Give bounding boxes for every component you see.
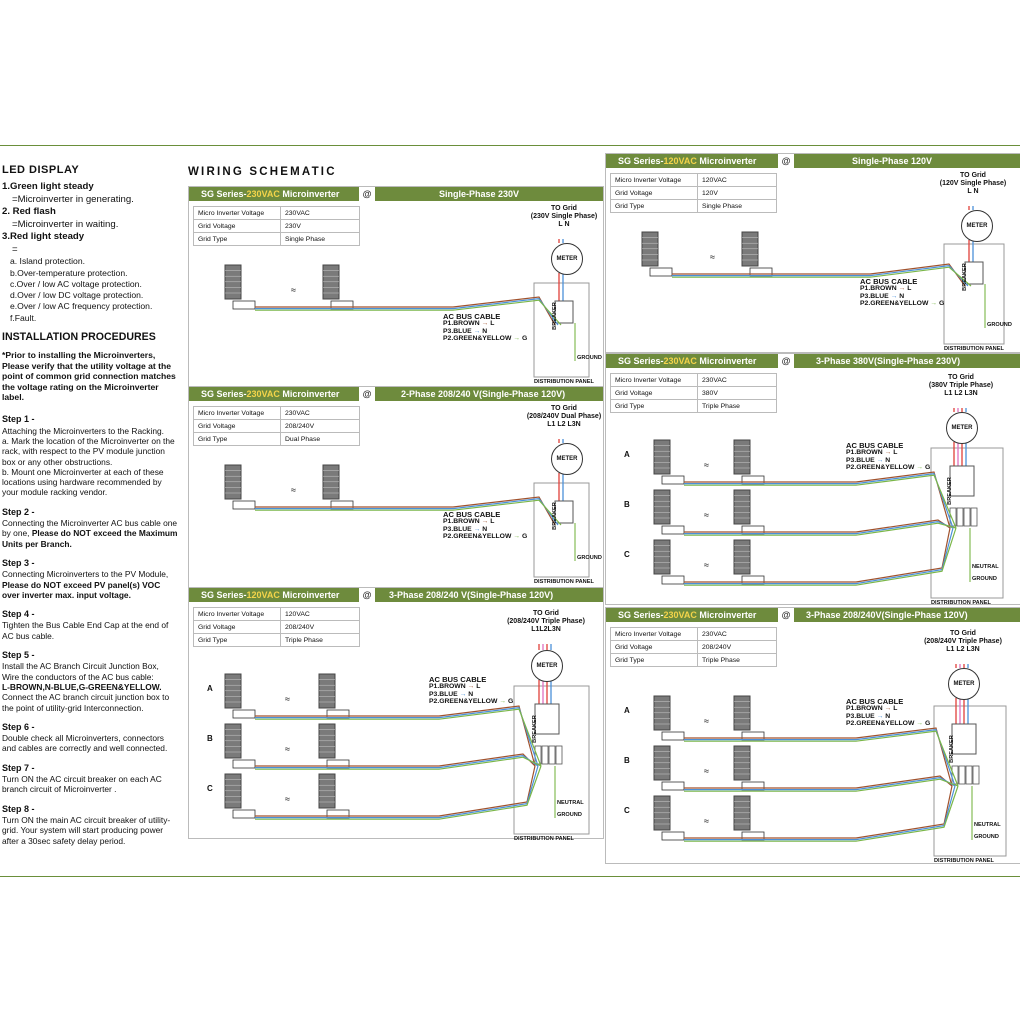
ac-bus-legend [443, 511, 527, 541]
phase-label: 3-Phase 208/240V(Single-Phase 120V) [806, 610, 968, 620]
wiring-diagram [189, 187, 603, 387]
spec-key: Grid Voltage [194, 420, 281, 433]
arrow-icon: → [479, 320, 491, 328]
bus-terminal: L [893, 449, 898, 457]
spec-value: 120VAC [698, 174, 777, 187]
branch-breaker [542, 746, 548, 764]
microinverter [742, 476, 764, 484]
panel-gap-dots: ≈ [704, 716, 709, 726]
step-2: Step 2 - Connecting the Microinverter AC bus cable one by one, Please do NOT exceed the Maximum Units per Branch. [2, 506, 178, 549]
schematic-panel [605, 607, 1020, 864]
microinverter [742, 782, 764, 790]
ac-bus-wire [255, 766, 541, 819]
arrow-icon: → [928, 300, 939, 308]
bus-row [443, 335, 527, 342]
bus-terminal: G [507, 698, 514, 706]
breaker-label: BREAKER [946, 477, 953, 505]
ground-label: GROUND [972, 576, 997, 582]
meter: METER [948, 668, 980, 700]
microinverter [650, 268, 672, 276]
microinverter [662, 526, 684, 534]
series-suffix: Microinverter [696, 156, 757, 166]
bus-title: AC BUS CABLE [860, 277, 918, 286]
bus-conductor: P3.BLUE [443, 525, 472, 533]
bus-title: AC BUS CABLE [429, 675, 487, 684]
line-labels: L1 L2 L3N [547, 421, 581, 428]
ac-bus-legend [860, 278, 944, 308]
schematic-panel [188, 386, 604, 588]
bus-conductor: P1.BROWN [846, 705, 883, 713]
bus-row [860, 285, 944, 292]
arrow-icon: → [465, 683, 477, 691]
spec-key: Micro Inverter Voltage [611, 374, 698, 387]
series-prefix: SG Series- [201, 189, 247, 199]
phase-label: 2-Phase 208/240 V(Single-Phase 120V) [401, 389, 566, 399]
bus-row [443, 518, 527, 525]
ac-bus-wire [684, 786, 958, 841]
microinverter [742, 526, 764, 534]
bus-title: AC BUS CABLE [846, 441, 904, 450]
series-prefix: SG Series- [618, 356, 664, 366]
spec-key: Grid Voltage [611, 187, 698, 200]
neutral-label: NEUTRAL [974, 822, 1001, 828]
fault-item: f.Fault. [10, 312, 37, 323]
microinverter [233, 710, 255, 718]
distribution-panel-label: DISTRIBUTION PANEL [931, 600, 991, 606]
to-grid-title: TO Grid [533, 610, 559, 617]
spec-key: Micro Inverter Voltage [611, 174, 698, 187]
series-voltage: 230VAC [663, 610, 697, 620]
breaker-label: BREAKER [551, 502, 558, 530]
at-symbol: @ [776, 354, 796, 368]
fault-item: e.Over / low AC frequency protection. [10, 301, 153, 312]
spec-value: Single Phase [698, 200, 777, 213]
spec-key: Grid Type [611, 400, 698, 413]
panel-gap-dots: ≈ [704, 816, 709, 826]
branch-breaker [966, 766, 972, 784]
branch-label: B [624, 756, 630, 765]
microinverter [742, 576, 764, 584]
spec-value: 208/240V [281, 420, 360, 433]
bus-terminal: L [490, 320, 495, 328]
series-prefix: SG Series- [618, 156, 664, 166]
wiring-schematic-title: WIRING SCHEMATIC [188, 166, 337, 178]
bus-terminal: L [490, 518, 495, 526]
arrow-icon: → [457, 690, 469, 698]
spec-key: Grid Voltage [194, 621, 281, 634]
bus-terminal: N [468, 690, 474, 698]
microinverter [327, 760, 349, 768]
ground-label: GROUND [557, 812, 582, 818]
grid-description: (230V Single Phase) [530, 213, 598, 220]
bus-row [429, 683, 513, 690]
branch-label: C [624, 550, 630, 559]
arrow-icon: → [888, 292, 900, 300]
grid-description: (380V Triple Phase) [928, 382, 994, 389]
microinverter [662, 476, 684, 484]
series-suffix: Microinverter [696, 356, 757, 366]
step-8: Step 8 - Turn ON the main AC circuit breaker of utility-grid. Your system will start producing power after a 30sec safety delay period. [2, 803, 171, 846]
bus-terminal: L [476, 683, 481, 691]
bus-terminal: N [885, 712, 891, 720]
series-voltage: 120VAC [663, 156, 697, 166]
breaker-box [952, 724, 976, 754]
spec-key: Grid Voltage [194, 220, 281, 233]
ac-bus-wire [684, 528, 953, 584]
bus-row [429, 691, 513, 698]
microinverter [662, 732, 684, 740]
panel-gap-dots: ≈ [704, 560, 709, 570]
bus-conductor: P2.GREEN&YELLOW [860, 300, 929, 308]
bus-row [846, 457, 930, 464]
panel-gap-dots: ≈ [291, 285, 296, 295]
bus-row [443, 533, 527, 540]
bus-row [429, 698, 513, 705]
branch-label: B [624, 500, 630, 509]
arrow-icon: → [479, 518, 491, 526]
schematic-panel [605, 153, 1020, 353]
ac-bus-legend [846, 698, 930, 728]
ac-bus-legend [429, 676, 513, 706]
led-display-heading: LED DISPLAY [2, 164, 80, 176]
line-labels: L1 L2 L3N [946, 646, 980, 653]
installation-warning: *Prior to installing the Microinverters, Please verify that the utility voltage at the point of common grid connection matches the voltage rating on the Microinverter label. [2, 350, 176, 402]
distribution-panel-box [534, 483, 589, 577]
bus-row [846, 464, 930, 471]
ground-label: GROUND [577, 355, 602, 361]
spec-value: 230V [281, 220, 360, 233]
bus-terminal: N [482, 525, 488, 533]
spec-value: Triple Phase [698, 654, 777, 667]
arrow-icon: → [511, 335, 522, 343]
branch-breaker [556, 746, 562, 764]
spec-value: Triple Phase [281, 634, 360, 647]
wiring-diagram [606, 608, 1020, 863]
grid-description: (120V Single Phase) [939, 180, 1007, 187]
series-suffix: Microinverter [279, 189, 340, 199]
branch-label: A [624, 706, 630, 715]
fault-item: b.Over-temperature protection. [10, 267, 128, 278]
bus-row [443, 526, 527, 533]
series-prefix: SG Series- [201, 590, 247, 600]
to-grid-title: TO Grid [948, 374, 974, 381]
ac-bus-wire [684, 528, 956, 585]
line-labels: L N [558, 221, 570, 228]
bus-conductor: P1.BROWN [860, 285, 897, 293]
spec-value: 230VAC [698, 374, 777, 387]
distribution-panel-label: DISTRIBUTION PANEL [534, 379, 594, 385]
to-grid-title: TO Grid [551, 405, 577, 412]
bus-terminal: G [924, 464, 931, 472]
ground-label: GROUND [974, 834, 999, 840]
branch-breaker [964, 508, 970, 526]
phase-label: 3-Phase 380V(Single-Phase 230V) [816, 356, 961, 366]
instructions-column [2, 165, 178, 855]
series-prefix: SG Series- [618, 610, 664, 620]
bus-title: AC BUS CABLE [846, 697, 904, 706]
meter: METER [551, 243, 583, 275]
distribution-panel-label: DISTRIBUTION PANEL [934, 858, 994, 864]
branch-breaker [957, 508, 963, 526]
branch-label: B [207, 734, 213, 743]
to-grid-title: TO Grid [960, 172, 986, 179]
branch-label: A [624, 450, 630, 459]
microinverter [327, 810, 349, 818]
panel-gap-dots: ≈ [285, 744, 290, 754]
to-grid-title: TO Grid [950, 630, 976, 637]
line-labels: L N [967, 188, 979, 195]
series-voltage: 230VAC [246, 389, 280, 399]
bus-terminal: N [899, 292, 905, 300]
microinverter [327, 710, 349, 718]
fault-item: d.Over / low DC voltage protection. [10, 290, 144, 301]
spec-value: 230VAC [281, 207, 360, 220]
bus-conductor: P2.GREEN&YELLOW [429, 698, 498, 706]
led-item: 1.Green light steady =Microinverter in generating. [2, 181, 134, 206]
step-7: Step 7 - Turn ON the AC circuit breaker on each AC branch circuit of Microinverter . [2, 762, 162, 795]
panel-gap-dots: ≈ [285, 794, 290, 804]
step-5: Step 5 - Install the AC Branch Circuit Junction Box, Wire the conductors of the AC bus cable: L-BROWN,N-BLUE,G-GREEN&YELLOW. Connect the AC branch circuit junction box to the point of utility-grid Interconnection. [2, 650, 170, 713]
branch-breaker [973, 766, 979, 784]
arrow-icon: → [882, 705, 894, 713]
bus-terminal: L [893, 705, 898, 713]
spec-value: 230VAC [281, 407, 360, 420]
panel-gap-dots: ≈ [710, 252, 715, 262]
distribution-panel-box [944, 244, 1004, 344]
ground-label: GROUND [987, 322, 1012, 328]
spec-value: 120V [698, 187, 777, 200]
meter: METER [551, 443, 583, 475]
phase-label: 3-Phase 208/240 V(Single-Phase 120V) [389, 590, 554, 600]
led-item: 3.Red light steady = [2, 231, 85, 256]
spec-value: 380V [698, 387, 777, 400]
spec-key: Grid Type [194, 433, 281, 446]
arrow-icon: → [874, 456, 886, 464]
panel-gap-dots: ≈ [285, 694, 290, 704]
breaker-box [535, 704, 559, 734]
series-prefix: SG Series- [201, 389, 247, 399]
arrow-icon: → [896, 285, 908, 293]
series-voltage: 120VAC [246, 590, 280, 600]
series-voltage: 230VAC [246, 189, 280, 199]
step-1: Step 1 - Attaching the Microinverters to the Racking. a. Mark the location of the Microinverter on the rack, with respect to the PV module junction box or any other obstructions. b. Mount one Microinverter at each of these locations using hardware recommended by your module racking vendor. [2, 414, 175, 498]
panel-gap-dots: ≈ [704, 510, 709, 520]
microinverter [233, 760, 255, 768]
step-4: Step 4 - Tighten the Bus Cable End Cap at the end of AC bus cable. [2, 609, 169, 641]
distribution-panel-label: DISTRIBUTION PANEL [944, 346, 1004, 352]
meter: METER [961, 210, 993, 242]
bus-terminal: N [482, 327, 488, 335]
bus-terminal: G [521, 533, 528, 541]
branch-label: A [207, 684, 213, 693]
to-grid-title: TO Grid [551, 205, 577, 212]
neutral-label: NEUTRAL [557, 800, 584, 806]
microinverter [662, 832, 684, 840]
led-item: 2. Red flash =Microinverter in waiting. [2, 206, 119, 231]
breaker-label: BREAKER [961, 263, 968, 291]
series-suffix: Microinverter [279, 389, 340, 399]
branch-breaker [971, 508, 977, 526]
microinverter [331, 301, 353, 309]
bus-terminal: G [938, 300, 945, 308]
phase-label: Single-Phase 120V [852, 156, 933, 166]
microinverter [233, 810, 255, 818]
at-symbol: @ [776, 608, 796, 622]
arrow-icon: → [471, 327, 483, 335]
bus-conductor: P3.BLUE [443, 327, 472, 335]
meter: METER [531, 650, 563, 682]
ground-label: GROUND [577, 555, 602, 561]
bus-conductor: P2.GREEN&YELLOW [846, 720, 915, 728]
fault-list [2, 256, 178, 324]
ac-bus-wire [684, 728, 952, 786]
bus-title: AC BUS CABLE [443, 510, 501, 519]
branch-label: C [207, 784, 213, 793]
phase-label: Single-Phase 230V [439, 189, 520, 199]
step-3: Step 3 - Connecting Microinverters to the PV Module, Please do NOT exceed PV panel(s) VOC over inverter max. input voltage. [2, 557, 169, 600]
schematic-panel [188, 186, 604, 388]
line-labels: L1L2L3N [531, 626, 561, 633]
at-symbol: @ [357, 187, 377, 201]
breaker-label: BREAKER [531, 715, 538, 743]
distribution-panel-box [534, 283, 589, 377]
grid-description: (208/240V Triple Phase) [507, 618, 585, 625]
series-suffix: Microinverter [696, 610, 757, 620]
breaker-label: BREAKER [948, 735, 955, 763]
bus-terminal: N [885, 456, 891, 464]
distribution-panel-label: DISTRIBUTION PANEL [534, 579, 594, 585]
spec-key: Micro Inverter Voltage [611, 628, 698, 641]
series-suffix: Microinverter [279, 590, 340, 600]
spec-key: Grid Type [611, 200, 698, 213]
arrow-icon: → [914, 720, 925, 728]
wiring-diagram [606, 154, 1020, 352]
at-symbol: @ [776, 154, 796, 168]
fault-item: c.Over / low AC voltage protection. [10, 278, 142, 289]
step-6: Step 6 - Double check all Microinverters, connectors and cables are correctly and well connected. [2, 721, 168, 754]
bus-row [846, 449, 930, 456]
meter: METER [946, 412, 978, 444]
spec-value: 208/240V [698, 641, 777, 654]
bus-row [860, 293, 944, 300]
microinverter [331, 501, 353, 509]
installation-heading: INSTALLATION PROCEDURES [2, 331, 156, 344]
spec-value: 208/240V [281, 621, 360, 634]
arrow-icon: → [882, 449, 894, 457]
branch-breaker [549, 746, 555, 764]
schematic-panel [605, 353, 1020, 605]
series-voltage: 230VAC [663, 356, 697, 366]
wiring-diagram [606, 354, 1020, 604]
bus-conductor: P2.GREEN&YELLOW [443, 335, 512, 343]
microinverter [742, 832, 764, 840]
wiring-diagram [189, 588, 603, 838]
ac-bus-wire [684, 528, 950, 582]
spec-key: Grid Type [611, 654, 698, 667]
bus-conductor: P3.BLUE [860, 292, 889, 300]
spec-key: Micro Inverter Voltage [194, 608, 281, 621]
neutral-label: NEUTRAL [972, 564, 999, 570]
at-symbol: @ [357, 588, 377, 602]
bus-row [443, 320, 527, 327]
bus-conductor: P3.BLUE [846, 456, 875, 464]
arrow-icon: → [471, 525, 483, 533]
arrow-icon: → [497, 698, 508, 706]
bus-row [846, 713, 930, 720]
ac-bus-wire [684, 472, 950, 528]
panel-gap-dots: ≈ [291, 485, 296, 495]
spec-value: 230VAC [698, 628, 777, 641]
ac-bus-legend [846, 442, 930, 472]
spec-value: 120VAC [281, 608, 360, 621]
bus-row [443, 328, 527, 335]
bus-conductor: P1.BROWN [429, 683, 466, 691]
bus-title: AC BUS CABLE [443, 312, 501, 321]
fault-item: a. Island protection. [10, 256, 86, 267]
line-labels: L1 L2 L3N [944, 390, 978, 397]
at-symbol: @ [357, 387, 377, 401]
bus-terminal: G [521, 335, 528, 343]
bus-row [846, 720, 930, 727]
microinverter [233, 501, 255, 509]
wiring-diagram [189, 387, 603, 587]
spec-key: Micro Inverter Voltage [194, 407, 281, 420]
arrow-icon: → [914, 464, 925, 472]
microinverter [742, 732, 764, 740]
microinverter [233, 301, 255, 309]
spec-key: Grid Voltage [611, 641, 698, 654]
bus-conductor: P1.BROWN [846, 449, 883, 457]
spec-value: Single Phase [281, 233, 360, 246]
panel-gap-dots: ≈ [704, 766, 709, 776]
microinverter [662, 576, 684, 584]
spec-value: Dual Phase [281, 433, 360, 446]
branch-label: C [624, 806, 630, 815]
spec-key: Grid Type [194, 233, 281, 246]
microinverter [750, 268, 772, 276]
breaker-label: BREAKER [551, 302, 558, 330]
bus-conductor: P3.BLUE [429, 690, 458, 698]
ac-bus-wire [255, 706, 535, 766]
spec-key: Grid Voltage [611, 387, 698, 400]
bus-conductor: P1.BROWN [443, 518, 480, 526]
spec-value: Triple Phase [698, 400, 777, 413]
microinverter [662, 782, 684, 790]
bus-conductor: P2.GREEN&YELLOW [846, 464, 915, 472]
bus-row [860, 300, 944, 307]
grid-description: (208/240V Dual Phase) [526, 413, 602, 420]
bus-conductor: P2.GREEN&YELLOW [443, 533, 512, 541]
arrow-icon: → [874, 712, 886, 720]
bus-conductor: P1.BROWN [443, 320, 480, 328]
spec-key: Micro Inverter Voltage [194, 207, 281, 220]
schematic-panel [188, 587, 604, 842]
panel-gap-dots: ≈ [704, 460, 709, 470]
branch-breaker [959, 766, 965, 784]
arrow-icon: → [511, 533, 522, 541]
distribution-panel-label: DISTRIBUTION PANEL [514, 836, 574, 842]
grid-description: (208/240V Triple Phase) [924, 638, 1002, 645]
bus-row [846, 705, 930, 712]
spec-key: Grid Type [194, 634, 281, 647]
bus-terminal: G [924, 720, 931, 728]
bus-conductor: P3.BLUE [846, 712, 875, 720]
bus-terminal: L [907, 285, 912, 293]
breaker-box [950, 466, 974, 496]
ac-bus-legend [443, 313, 527, 343]
